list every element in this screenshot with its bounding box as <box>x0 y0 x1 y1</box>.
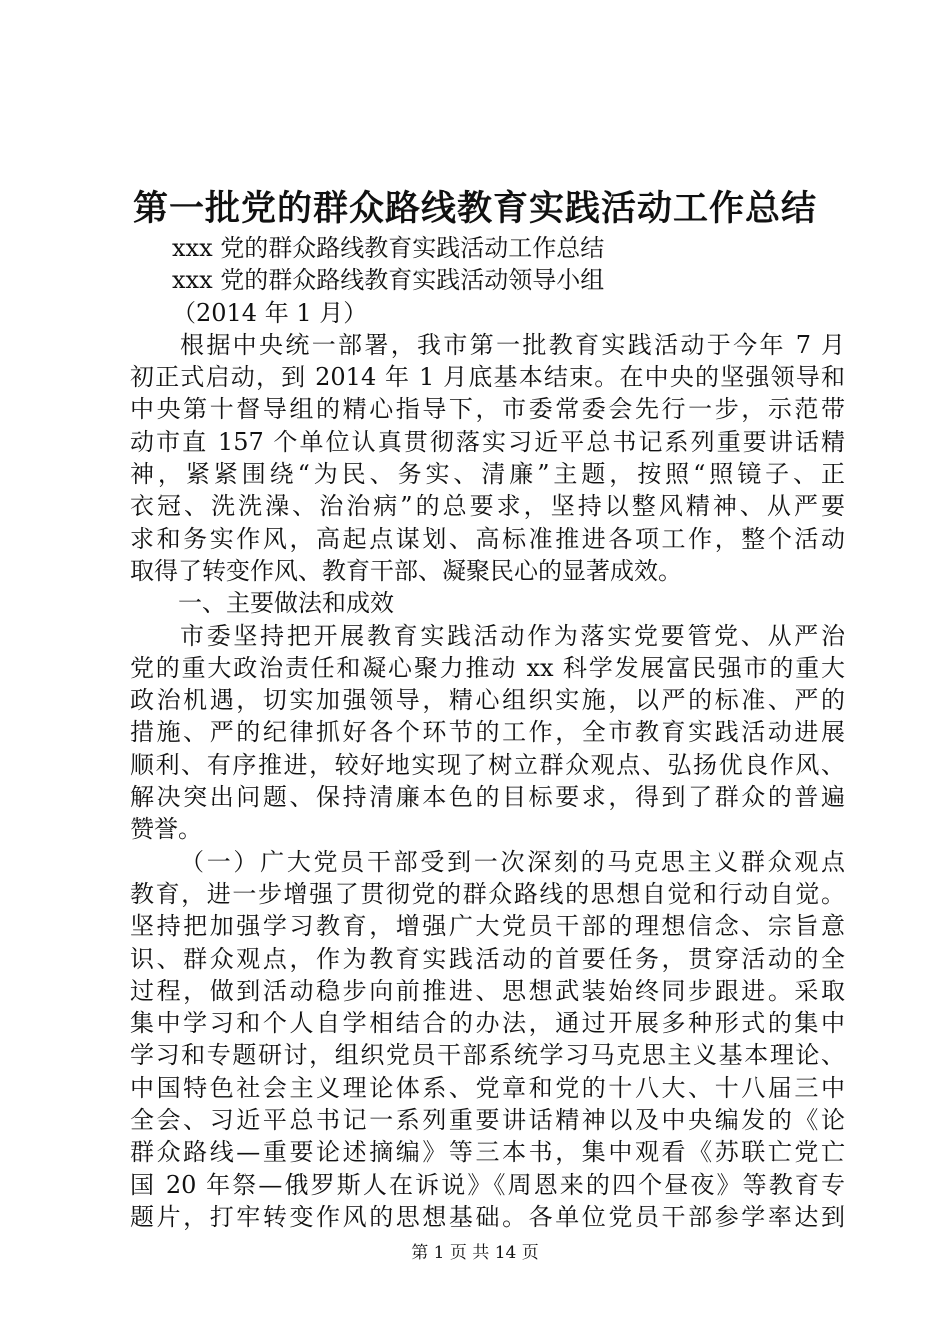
text-line: 国 20 年祭—俄罗斯人在诉说》《周恩来的四个昼夜》等教育专 <box>130 1170 845 1199</box>
text-line: 求和务实作风，高起点谋划、高标准推进各项工作，整个活动 <box>130 524 845 553</box>
text-line: 群众路线—重要论述摘编》等三本书，集中观看《苏联亡党亡 <box>130 1138 845 1167</box>
text-line: 取得了转变作风、教育干部、凝聚民心的显著成效。 <box>130 556 682 585</box>
text-line: 衣冠、洗洗澡、治治病”的总要求，坚持以整风精神、从严要 <box>130 492 845 521</box>
text-line: 措施、严的纪律抓好各个环节的工作，全市教育实践活动进展 <box>130 718 845 747</box>
text-line: 中国特色社会主义理论体系、党章和党的十八大、十八届三中 <box>130 1073 845 1102</box>
text-line: 学习和专题研讨，组织党员干部系统学习马克思主义基本理论、 <box>130 1041 845 1070</box>
text-line: xxx 党的群众路线教育实践活动领导小组 <box>172 266 605 295</box>
text-line: 中央第十督导组的精心指导下，市委常委会先行一步，示范带 <box>130 395 845 424</box>
text-line: 集中学习和个人自学相结合的办法，通过开展多种形式的集中 <box>130 1009 845 1038</box>
text-line: 过程，做到活动稳步向前推进、思想武装始终同步跟进。采取 <box>130 976 845 1005</box>
document-body <box>130 232 845 1233</box>
text-line: 一、主要做法和成效 <box>178 589 394 618</box>
text-line: xxx 党的群众路线教育实践活动工作总结 <box>172 234 605 262</box>
text-line: 政治机遇，切实加强领导，精心组织实施，以严的标准、严的 <box>130 686 845 715</box>
text-line: 解决突出问题、保持清廉本色的目标要求，得到了群众的普遍 <box>130 783 845 812</box>
text-line: （一）广大党员干部受到一次深刻的马克思主义群众观点 <box>180 847 845 876</box>
text-line: 根据中央统一部署，我市第一批教育实践活动于今年 7 月 <box>180 330 845 359</box>
page-footer: 第 1 页 共 14 页 <box>411 1243 539 1263</box>
text-line: 教育，进一步增强了贯彻党的群众路线的思想自觉和行动自觉。 <box>130 879 845 908</box>
text-line: 动市直 157 个单位认真贯彻落实习近平总书记系列重要讲话精 <box>130 427 845 456</box>
text-line: 识、群众观点，作为教育实践活动的首要任务，贯穿活动的全 <box>130 944 845 973</box>
text-line: 顺利、有序推进，较好地实现了树立群众观点、弘扬优良作风、 <box>130 750 845 779</box>
text-line: 赞誉。 <box>130 815 202 844</box>
text-line: 初正式启动，到 2014 年 1 月底基本结束。在中央的坚强领导和 <box>130 363 845 392</box>
text-line: （2014 年 1 月） <box>172 298 368 327</box>
text-line: 坚持把加强学习教育，增强广大党员干部的理想信念、宗旨意 <box>130 912 845 941</box>
text-line: 神，紧紧围绕“为民、务实、清廉”主题，按照“照镜子、正 <box>130 460 845 489</box>
text-line: 市委坚持把开展教育实践活动作为落实党要管党、从严治 <box>180 621 845 650</box>
text-line: 全会、习近平总书记一系列重要讲话精神以及中央编发的《论 <box>130 1106 845 1135</box>
text-line: 党的重大政治责任和凝心聚力推动 xx 科学发展富民强市的重大 <box>130 653 845 682</box>
text-line: 题片，打牢转变作风的思想基础。各单位党员干部参学率达到 <box>130 1202 845 1231</box>
document-title: 第一批党的群众路线教育实践活动工作总结 <box>132 188 817 229</box>
